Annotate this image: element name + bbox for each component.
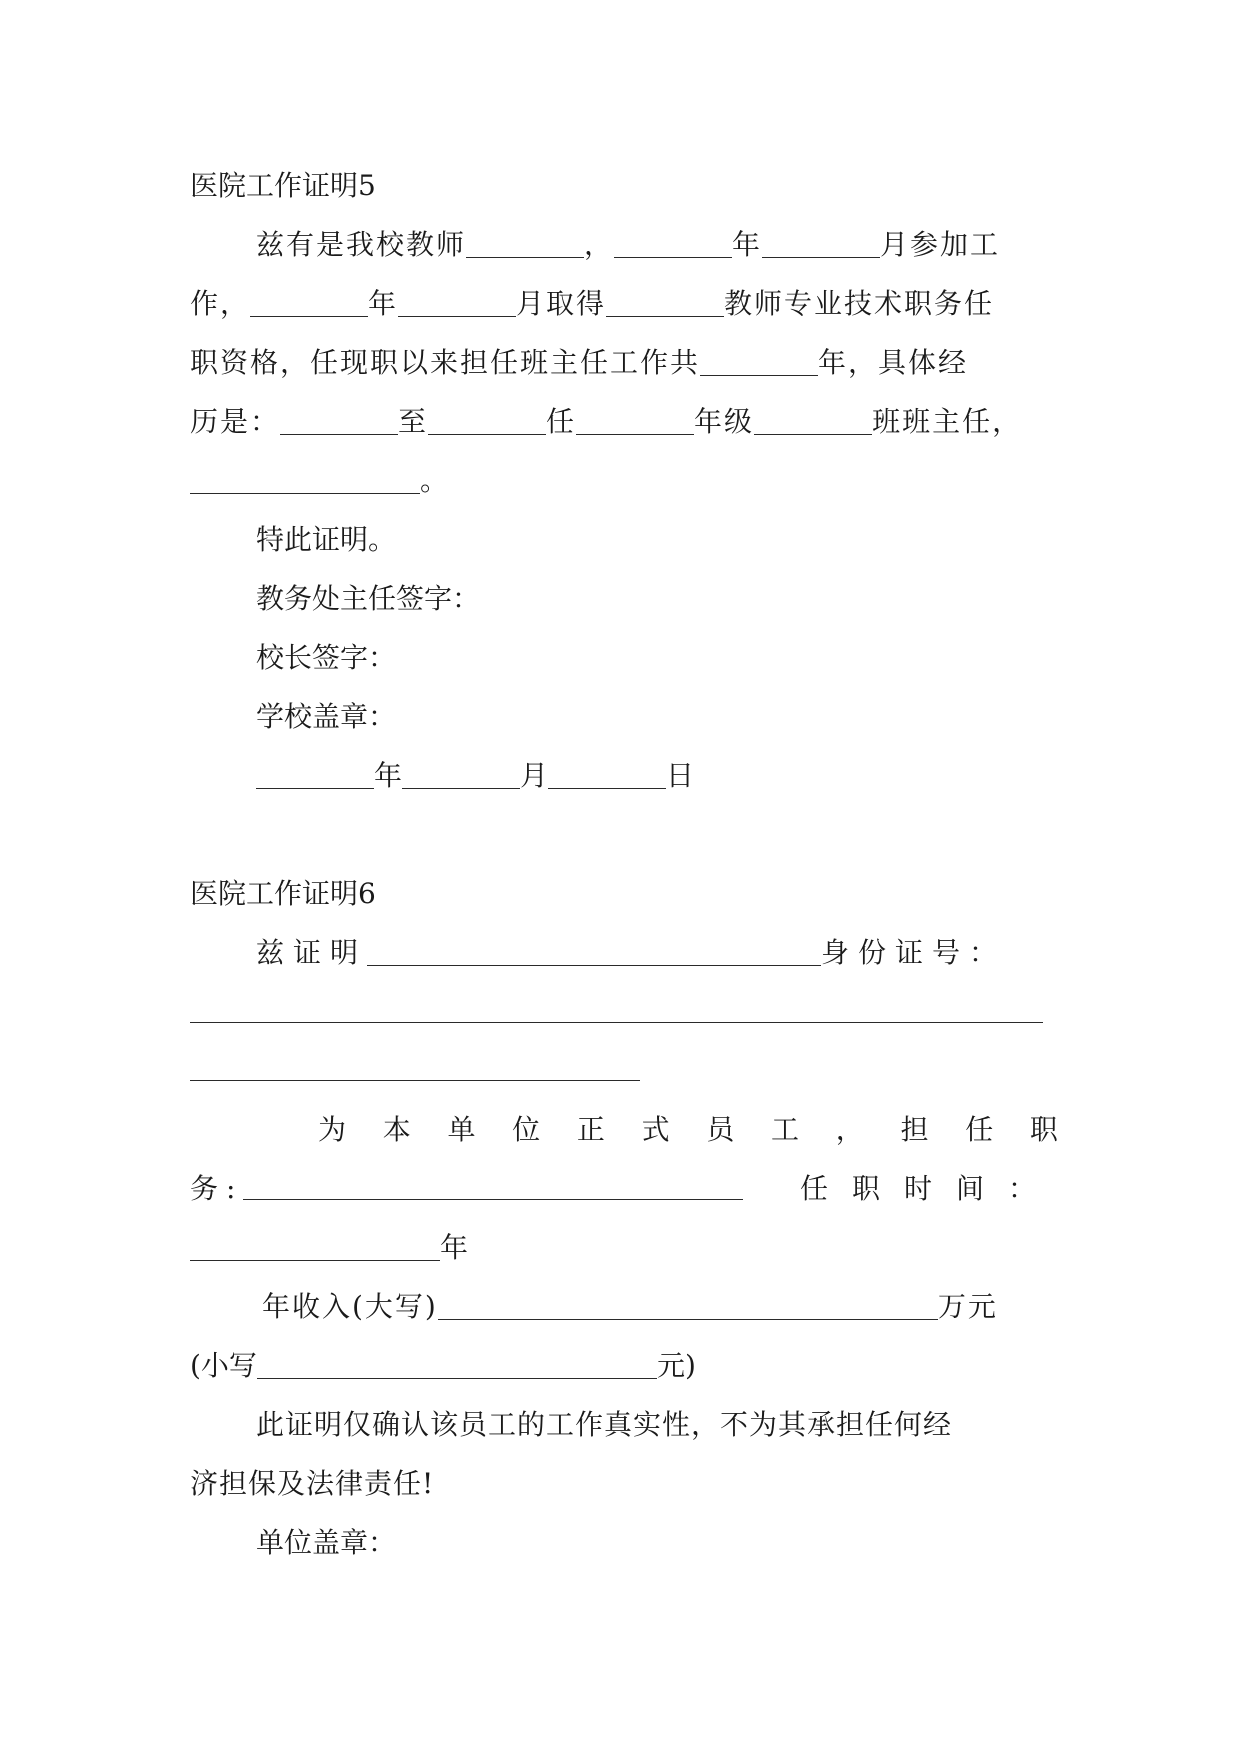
grade-blank bbox=[576, 404, 694, 435]
doc6-line-7: 年收入(大写) 万元 bbox=[262, 1290, 998, 1323]
date-day-blank bbox=[548, 758, 666, 789]
doc6-line-4: 为 本 单 位 正 式 员 工 ， 担 任 职 bbox=[318, 1113, 1058, 1146]
teacher-name-blank bbox=[466, 227, 584, 258]
date-month-blank bbox=[402, 758, 520, 789]
doc5-para-line-1: 兹有是我校教师 ， 年 月参加工 bbox=[256, 228, 1001, 261]
join-year-blank bbox=[614, 227, 732, 258]
position-blank bbox=[243, 1169, 743, 1200]
doc5-para-line-3: 职资格，任现职以来担任班主任工作共 年，具体经 bbox=[190, 346, 969, 379]
period-from-blank bbox=[280, 404, 398, 435]
doc6-line-8: (小写 元) bbox=[190, 1349, 696, 1382]
unit-seal-label: 单位盖章： bbox=[256, 1526, 397, 1559]
doc5-para-line-2: 作， 年 月取得 教师专业技术职务任 bbox=[190, 287, 995, 320]
date-year-blank bbox=[256, 758, 374, 789]
employee-name-blank bbox=[367, 935, 821, 966]
doc6-line-5: 务: 任职时间： bbox=[190, 1169, 1060, 1209]
qualify-level-blank bbox=[606, 286, 724, 317]
id-number-blank-line-1 bbox=[190, 1022, 1043, 1023]
doc5-title: 医院工作证明5 bbox=[190, 169, 376, 202]
tenure-years-blank bbox=[190, 1230, 440, 1261]
annual-income-numeric-blank bbox=[257, 1348, 657, 1379]
school-seal-label: 学校盖章： bbox=[256, 700, 397, 733]
doc6-disclaimer-line-2: 济担保及法律责任! bbox=[190, 1467, 435, 1500]
qualify-year-blank bbox=[250, 286, 368, 317]
doc6-disclaimer-line-1: 此证明仅确认该员工的工作真实性，不为其承担任何经 bbox=[256, 1408, 953, 1441]
doc5-para-line-4: 历是： 至 任 年级 班班主任， bbox=[190, 405, 1023, 438]
class-blank bbox=[754, 404, 872, 435]
doc5-date-line: 年 月 日 bbox=[256, 756, 1060, 796]
annual-income-capital-blank bbox=[438, 1289, 938, 1320]
doc6-line-6: 年 bbox=[190, 1228, 1060, 1268]
dean-signature-label: 教务处主任签字： bbox=[256, 582, 481, 615]
doc6-line-1: 兹证明 身份证号： bbox=[256, 936, 1007, 969]
period-to-blank bbox=[428, 404, 546, 435]
id-number-blank-line-2 bbox=[190, 1080, 640, 1081]
doc6-title: 医院工作证明6 bbox=[190, 877, 376, 910]
doc5-para-line-5: 。 bbox=[190, 461, 1060, 501]
qualify-month-blank bbox=[398, 286, 516, 317]
homeroom-years-blank bbox=[700, 345, 818, 376]
join-month-blank bbox=[762, 227, 880, 258]
principal-signature-label: 校长签字： bbox=[256, 641, 397, 674]
additional-blank bbox=[190, 463, 420, 494]
doc5-certify-text: 特此证明。 bbox=[256, 523, 397, 556]
